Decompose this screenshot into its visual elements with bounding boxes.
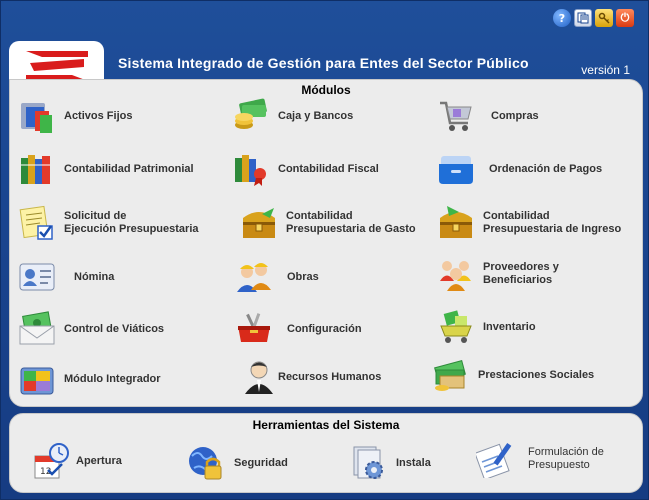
tools-panel (9, 413, 643, 493)
module-label: Módulo Integrador (64, 372, 161, 385)
workers-icon (235, 258, 273, 296)
tool-label: Instala (396, 456, 431, 469)
tool-instala[interactable] (350, 444, 431, 482)
treasure-chest-out-icon (240, 204, 278, 242)
svg-text:12: 12 (40, 467, 52, 477)
module-label: Contabilidad Patrimonial (64, 162, 194, 175)
tool-label: Apertura (76, 454, 122, 467)
puzzle-icon (18, 360, 56, 398)
module-label: Proveedores y Beneficiarios (483, 261, 559, 286)
module-recursos-humanos[interactable] (240, 358, 381, 396)
module-obras[interactable] (235, 258, 319, 296)
module-label: Contabilidad Presupuestaria de Gasto (286, 210, 416, 235)
fixed-assets-icon (18, 97, 56, 135)
cart-boxes-icon (437, 308, 475, 346)
module-activos-fijos[interactable] (18, 97, 132, 135)
module-label: Compras (491, 109, 539, 122)
pen-paper-icon (476, 440, 514, 478)
module-label: Ordenación de Pagos (489, 162, 603, 175)
tool-formulacion-presupuesto[interactable] (476, 440, 604, 478)
tools-title: Herramientas del Sistema (252, 418, 400, 432)
top-toolbar (553, 9, 634, 27)
id-card-icon (18, 258, 56, 296)
keys-icon[interactable] (595, 9, 613, 27)
module-proveedores[interactable] (437, 255, 559, 293)
module-label: Obras (287, 270, 319, 283)
money-stack-icon (432, 356, 470, 394)
tool-label: Formulación de Presupuesto (528, 446, 604, 471)
help-icon[interactable]: ? (553, 9, 571, 27)
modules-panel (9, 79, 643, 407)
module-contabilidad-fiscal[interactable] (232, 150, 379, 188)
module-presupuestaria-ingreso[interactable] (437, 204, 621, 242)
tool-label: Seguridad (234, 456, 288, 469)
module-label: Activos Fijos (64, 109, 133, 122)
module-nomina[interactable] (18, 258, 114, 296)
documents-icon[interactable] (574, 9, 592, 27)
books-icon (18, 150, 56, 188)
module-label: Inventario (483, 320, 536, 333)
power-exit-icon[interactable]: ⏻ (616, 9, 634, 27)
app-title: Sistema Integrado de Gestión para Entes del Sector Público (118, 55, 529, 71)
module-label: Contabilidad Fiscal (278, 162, 379, 175)
books-ribbon-icon (232, 150, 270, 188)
module-label: Nómina (74, 270, 115, 283)
shopping-cart-icon (437, 97, 475, 135)
module-label: Prestaciones Sociales (478, 368, 595, 381)
modules-title: Módulos (301, 83, 351, 97)
logo-icon (24, 49, 90, 83)
module-compras[interactable] (437, 97, 539, 135)
people-group-icon (437, 255, 475, 293)
version-label: versión 1 (581, 63, 630, 77)
person-icon (240, 358, 278, 396)
money-envelope-icon (18, 310, 56, 348)
module-label: Contabilidad Presupuestaria de Ingreso (483, 210, 622, 235)
module-caja-bancos[interactable] (232, 97, 353, 135)
module-modulo-integrador[interactable] (18, 360, 161, 398)
module-configuracion[interactable] (235, 310, 362, 348)
money-coins-icon (232, 97, 270, 135)
module-inventario[interactable] (437, 308, 536, 346)
module-label: Control de Viáticos (64, 322, 165, 335)
globe-lock-icon (186, 444, 224, 482)
module-presupuestaria-gasto[interactable] (240, 204, 416, 242)
module-prestaciones-sociales[interactable] (432, 356, 594, 394)
module-ordenacion-pagos[interactable] (437, 150, 602, 188)
treasure-chest-in-icon (437, 204, 475, 242)
toolbox-icon (235, 310, 273, 348)
module-label: Configuración (287, 322, 362, 335)
module-solicitud-ejecucion[interactable] (18, 204, 199, 242)
file-box-icon (437, 150, 475, 188)
module-label: Solicitud de Ejecución Presupuestaria (64, 210, 199, 235)
calendar-clock-icon (32, 442, 70, 480)
checked-document-icon (18, 204, 56, 242)
module-contabilidad-patrimonial[interactable] (18, 150, 194, 188)
module-label: Caja y Bancos (278, 109, 354, 122)
tool-apertura[interactable] (32, 442, 122, 480)
module-label: Recursos Humanos (278, 370, 382, 383)
gear-document-icon (350, 444, 388, 482)
module-control-viaticos[interactable] (18, 310, 164, 348)
tool-seguridad[interactable] (186, 444, 288, 482)
